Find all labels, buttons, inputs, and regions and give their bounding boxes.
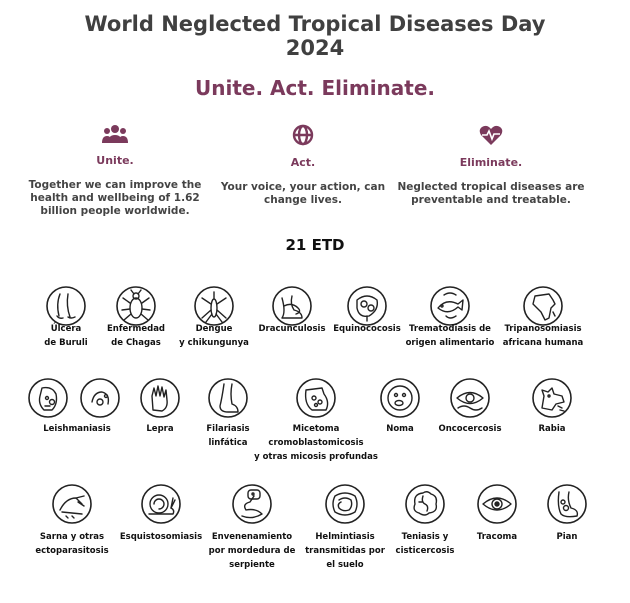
title-line-1: World Neglected Tropical Diseases Day <box>84 12 546 36</box>
disease-label-line: Pian <box>556 532 578 542</box>
pillar-text: Together we can improve the health and wellbeing of 1.62 billion people worldwide. <box>28 179 202 217</box>
disease-label-line: Noma <box>386 424 414 434</box>
disease-label-line: Sarna y otras <box>39 532 105 542</box>
mosquito-icon <box>194 286 234 326</box>
people-icon <box>102 124 128 144</box>
disease-label-line: el suelo <box>326 560 364 570</box>
disease-label-line: Leishmaniasis <box>43 424 111 434</box>
foot-worm-icon <box>272 286 312 326</box>
disease-label-line: Rabia <box>538 424 566 434</box>
pillar-label: Eliminate. <box>459 156 523 169</box>
pillar-eliminate <box>396 124 586 207</box>
disease-label-line: linfática <box>208 438 248 448</box>
slogan: Unite. Act. Eliminate. <box>195 76 435 100</box>
disease-label-line: Dengue <box>195 324 233 334</box>
hand-icon <box>140 378 180 418</box>
pillar-label: Act. <box>290 156 316 169</box>
disease-label <box>400 322 500 350</box>
disease-label-line: Envenenamiento <box>211 532 293 542</box>
disease-label-line: Lepra <box>146 424 174 434</box>
snake-icon <box>232 484 272 524</box>
title-line-2: 2024 <box>285 36 345 60</box>
arm-lesion-icon <box>80 378 120 418</box>
disease-label-line: Tripanosomiasis <box>504 324 582 334</box>
africa-map-icon <box>523 286 563 326</box>
disease-label-line: Trematodiasis de <box>409 324 491 334</box>
swollen-foot-icon <box>296 378 336 418</box>
dog-icon <box>532 378 572 418</box>
disease-count: 21 ETD <box>285 236 345 254</box>
disease-label-line: ectoparasitosis <box>35 546 109 556</box>
disease-label <box>502 422 602 436</box>
disease-label-line: africana humana <box>502 338 584 348</box>
intestine-icon <box>325 484 365 524</box>
disease-label-line: Úlcera <box>50 324 82 334</box>
disease-label-line: cromoblastomicosis <box>268 438 364 448</box>
organs-icon <box>347 286 387 326</box>
disease-label-line: Helmintiasis <box>315 532 375 542</box>
disease-label-line: Filariasis <box>206 424 250 434</box>
disease-label-line: Equinococosis <box>333 324 401 334</box>
disease-label-line: origen alimentario <box>405 338 495 348</box>
face-noma-icon <box>380 378 420 418</box>
disease-label-line: Tracoma <box>476 532 518 542</box>
disease-label-line: Dracunculosis <box>258 324 326 334</box>
disease-label-line: por mordedura de <box>208 546 296 556</box>
eye-worm-icon <box>450 378 490 418</box>
disease-label <box>111 530 211 544</box>
disease-label <box>202 530 302 572</box>
bug-icon <box>116 286 156 326</box>
pillar-text: Your voice, your action, can change lives. <box>220 181 386 206</box>
disease-label-line: transmitidas por <box>305 546 385 556</box>
pillar-text: Neglected tropical diseases are preventable and treatable. <box>397 181 585 206</box>
scratching-hand-icon <box>52 484 92 524</box>
globe-icon <box>292 124 314 146</box>
disease-label-line: Teniasis y <box>401 532 449 542</box>
disease-label-line: y chikungunya <box>179 338 249 348</box>
brain-icon <box>405 484 445 524</box>
disease-label-line: Oncocercosis <box>438 424 502 434</box>
heartbeat-icon <box>479 124 503 146</box>
disease-label <box>493 322 593 350</box>
disease-label-line: de Chagas <box>111 338 161 348</box>
pillar-act <box>208 124 398 207</box>
disease-label-line: cisticercosis <box>395 546 455 556</box>
disease-label-line: Esquistosomiasis <box>119 532 203 542</box>
disease-label-line: Micetoma <box>292 424 340 434</box>
disease-label-line: Enfermedad <box>106 324 166 334</box>
disease-label-line: y otras micosis profundas <box>254 452 378 462</box>
pillar-label: Unite. <box>96 154 134 167</box>
foot-lesion-icon <box>547 484 587 524</box>
face-lesion-icon <box>28 378 68 418</box>
swollen-leg-icon <box>208 378 248 418</box>
eye-icon <box>477 484 517 524</box>
feet-icon <box>46 286 86 326</box>
disease-label <box>22 530 122 558</box>
food-icon <box>430 286 470 326</box>
disease-label-line: serpiente <box>229 560 275 570</box>
pillar-unite <box>20 124 210 218</box>
disease-label-line: de Buruli <box>44 338 88 348</box>
snail-icon <box>141 484 181 524</box>
disease-label <box>517 530 617 544</box>
page-title <box>0 12 630 60</box>
